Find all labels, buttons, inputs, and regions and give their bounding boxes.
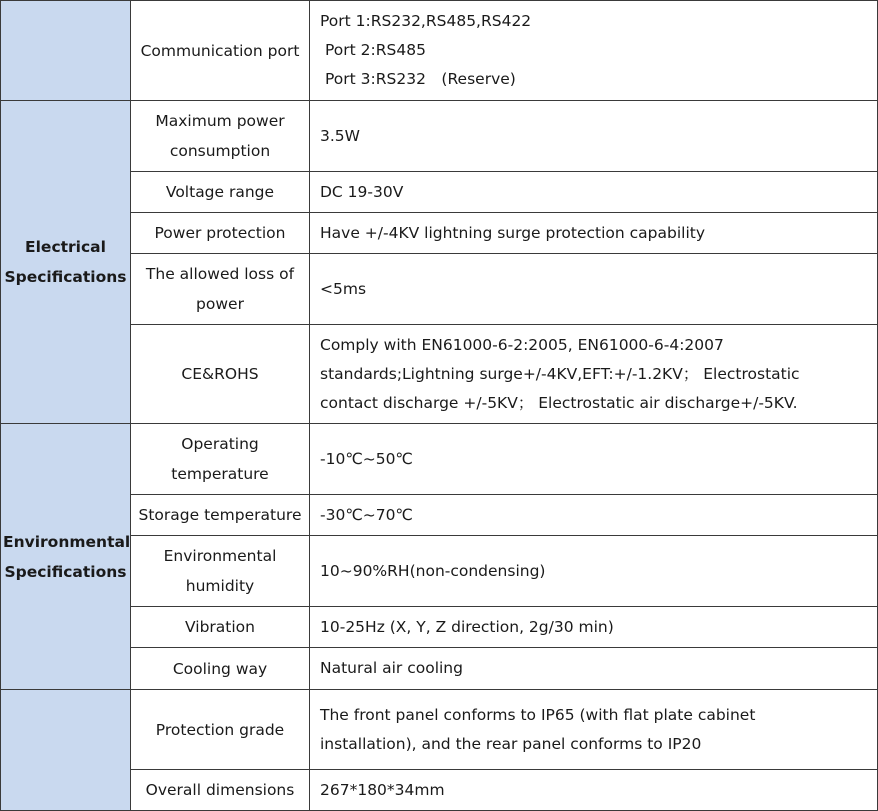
spec-value: -10℃~50℃	[310, 424, 878, 495]
table-row	[1, 213, 878, 254]
spec-value	[310, 325, 878, 424]
spec-value: 10-25Hz (X, Y, Z direction, 2g/30 min)	[310, 607, 878, 648]
table-row	[1, 607, 878, 648]
port-line: Port 3:RS232 (Reserve)	[325, 70, 516, 88]
table-row	[1, 101, 878, 172]
table-row	[1, 254, 878, 325]
spec-value	[310, 1, 878, 101]
table-row	[1, 495, 878, 536]
spec-label: Cooling way	[131, 648, 310, 690]
spec-label: Communication port	[131, 1, 310, 101]
category-cell-empty	[1, 1, 131, 101]
table-row	[1, 536, 878, 607]
spec-value: 267*180*34mm	[310, 770, 878, 811]
table-row	[1, 424, 878, 495]
value-line: contact discharge +/-5KV； Electrostatic air discharge+/-5KV.	[320, 393, 798, 412]
spec-value: Natural air cooling	[310, 648, 878, 690]
spec-label: Voltage range	[131, 172, 310, 213]
spec-value: DC 19-30V	[310, 172, 878, 213]
spec-value	[310, 690, 878, 770]
spec-label: Overall dimensions	[131, 770, 310, 811]
spec-label: Protection grade	[131, 690, 310, 770]
category-cell-empty	[1, 690, 131, 811]
spec-label: Environmental humidity	[131, 536, 310, 607]
spec-value: 10~90%RH(non-condensing)	[310, 536, 878, 607]
spec-value: Have +/-4KV lightning surge protection capability	[310, 213, 878, 254]
spec-label: Power protection	[131, 213, 310, 254]
table-row	[1, 690, 878, 770]
spec-value: <5ms	[310, 254, 878, 325]
value-line: standards;Lightning surge+/-4KV,EFT:+/-1.2KV； Electrostatic	[320, 364, 800, 383]
spec-label: Storage temperature	[131, 495, 310, 536]
spec-value: -30℃~70℃	[310, 495, 878, 536]
value-line: installation), and the rear panel conforms to IP20	[320, 734, 702, 753]
table-row	[1, 770, 878, 811]
value-line: The front panel conforms to IP65 (with flat plate cabinet	[320, 705, 756, 724]
spec-label: Vibration	[131, 607, 310, 648]
category-cell-environmental: Environmental Specifications	[1, 424, 131, 690]
category-cell-electrical: Electrical Specifications	[1, 101, 131, 424]
port-line: Port 1:RS232,RS485,RS422	[320, 12, 532, 30]
table-row	[1, 172, 878, 213]
spec-label: The allowed loss of power	[131, 254, 310, 325]
table-row	[1, 648, 878, 690]
value-line: Comply with EN61000-6-2:2005, EN61000-6-4:2007	[320, 335, 724, 354]
port-line: Port 2:RS485	[325, 41, 426, 59]
table-row	[1, 1, 878, 101]
spec-label: Maximum power consumption	[131, 101, 310, 172]
spec-value: 3.5W	[310, 101, 878, 172]
spec-label: CE&ROHS	[131, 325, 310, 424]
table-row	[1, 325, 878, 424]
spec-label: Operating temperature	[131, 424, 310, 495]
